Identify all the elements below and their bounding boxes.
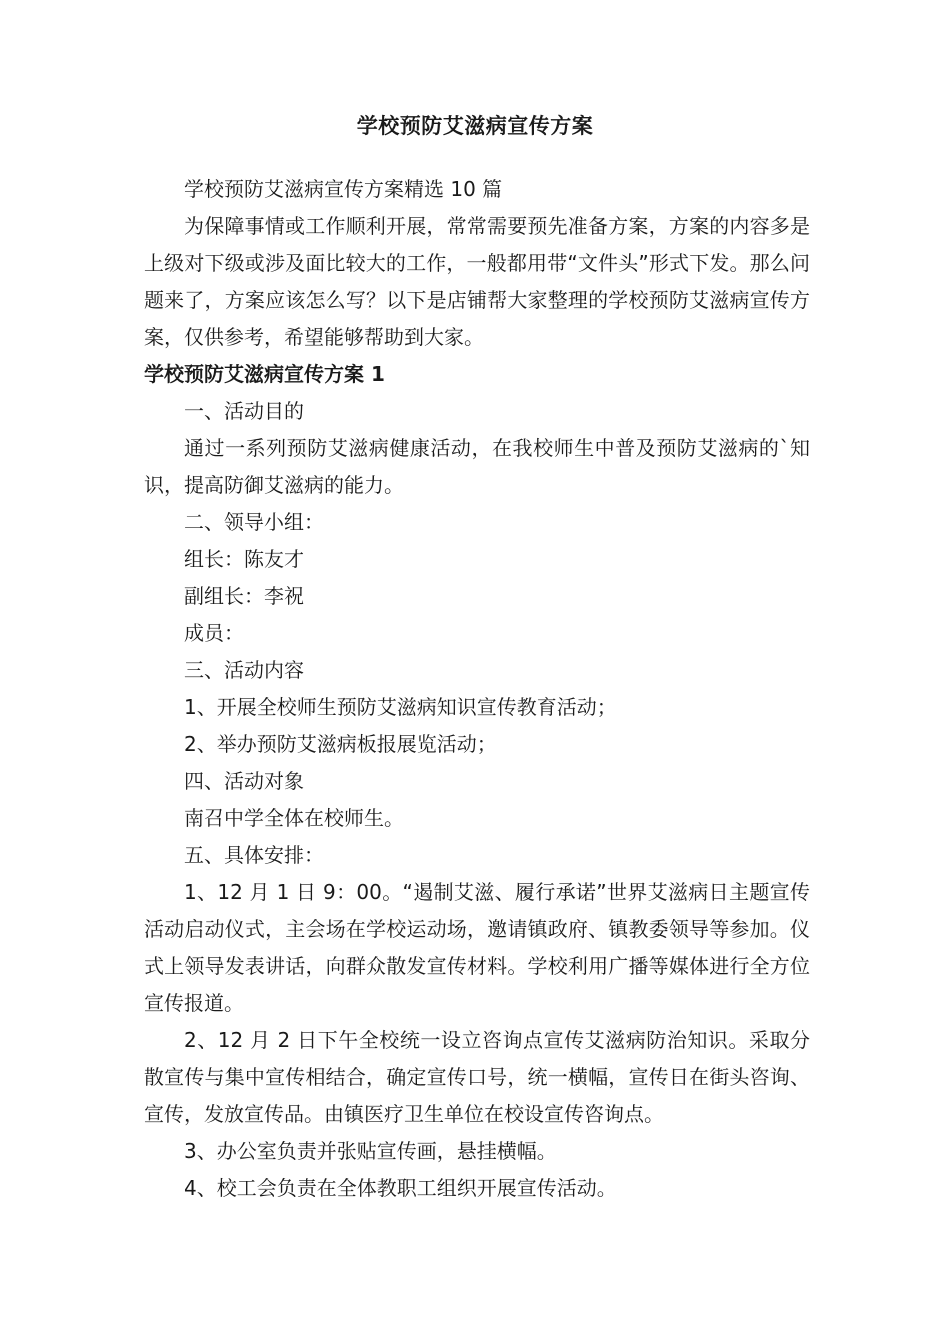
intro-subtitle: 学校预防艾滋病宣传方案精选 10 篇	[184, 177, 503, 201]
document-body	[144, 171, 810, 1207]
paragraph: 二、领导小组：	[184, 510, 324, 534]
paragraph: 南召中学全体在校师生。	[184, 806, 404, 830]
paragraph: 一、活动目的	[184, 399, 304, 423]
paragraph: 通过一系列预防艾滋病健康活动，在我校师生中普及预防艾滋病的`知识，提高防御艾滋病的能力。	[144, 436, 810, 497]
paragraph: 1、开展全校师生预防艾滋病知识宣传教育活动；	[184, 695, 617, 719]
paragraph: 副组长：李祝	[184, 584, 304, 608]
document-title: 学校预防艾滋病宣传方案	[356, 114, 594, 138]
paragraph: 三、活动内容	[184, 658, 304, 682]
paragraph: 组长：陈友才	[184, 547, 304, 571]
paragraph: 2、12 月 2 日下午全校统一设立咨询点宣传艾滋病防治知识。采取分散宣传与集中宣传相结合，确定宣传口号，统一横幅，宣传日在街头咨询、宣传，发放宣传品。由镇医疗卫生单位在校设宣传咨询点。	[144, 1028, 810, 1126]
paragraph: 4、校工会负责在全体教职工组织开展宣传活动。	[184, 1176, 617, 1200]
paragraph: 成员：	[184, 621, 244, 645]
section-heading: 学校预防艾滋病宣传方案 1	[144, 362, 385, 386]
paragraph: 3、办公室负责并张贴宣传画，悬挂横幅。	[184, 1139, 557, 1163]
paragraph: 五、具体安排：	[184, 843, 324, 867]
paragraph: 四、活动对象	[184, 769, 304, 793]
intro-paragraph: 为保障事情或工作顺利开展，常常需要预先准备方案，方案的内容多是上级对下级或涉及面比较大的工作，一般都用带“文件头”形式下发。那么问题来了，方案应该怎么写？以下是店铺帮大家整理的学校预防艾滋病宣传方案，仅供参考，希望能够帮助到大家。	[144, 214, 810, 349]
paragraph: 2、举办预防艾滋病板报展览活动；	[184, 732, 497, 756]
paragraph: 1、12 月 1 日 9：00。“遏制艾滋、履行承诺”世界艾滋病日主题宣传活动启动仪式，主会场在学校运动场，邀请镇政府、镇教委领导等参加。仪式上领导发表讲话，向群众散发宣传材料。学校利用广播等媒体进行全方位宣传报道。	[144, 880, 810, 1015]
